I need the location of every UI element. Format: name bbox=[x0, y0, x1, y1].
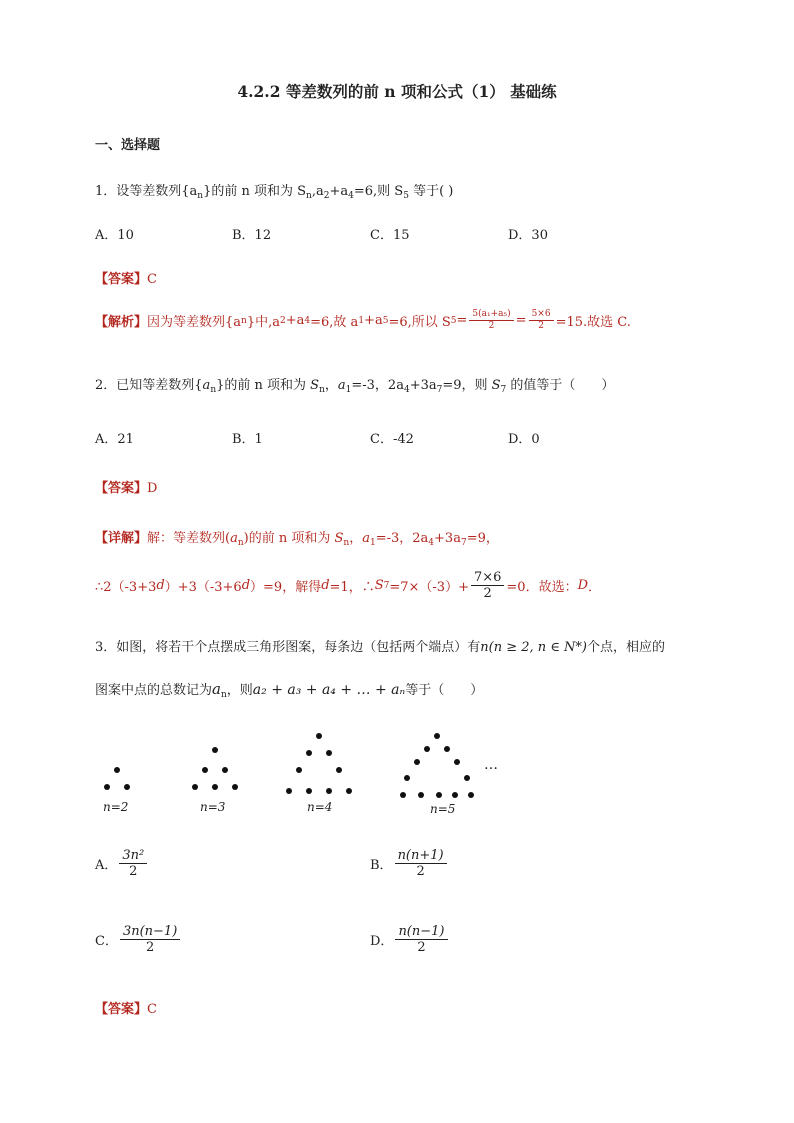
dot bbox=[444, 746, 450, 752]
dot bbox=[468, 792, 474, 798]
fraction: $\frac{\text{5(a₁+a₅)}}{2}$ bbox=[469, 309, 513, 332]
dot bbox=[316, 733, 322, 739]
q2-option-c: C．-42 bbox=[370, 432, 414, 447]
dot bbox=[306, 788, 312, 794]
dot bbox=[222, 767, 228, 773]
dot bbox=[326, 750, 332, 756]
q2-option-b: B．1 bbox=[232, 432, 263, 447]
dot bbox=[232, 784, 238, 790]
q1-option-d: D．30 bbox=[508, 228, 548, 243]
fraction: $\frac{7\times 6}{2}$ bbox=[471, 570, 504, 601]
fraction: $\frac{5\times 6}{2}$ bbox=[529, 309, 554, 332]
dot bbox=[436, 792, 442, 798]
dot bbox=[346, 788, 352, 794]
q3-option-c: C． $\frac{3n(n-1)}{2}$ bbox=[95, 924, 182, 955]
dot bbox=[202, 767, 208, 773]
dot bbox=[434, 733, 440, 739]
question-1-stem: 1．设等差数列$\{a_n\}$的前 n 项和为 $S_n,a_2+a_4=6$,则 $S_5$ 等于( ) bbox=[95, 184, 454, 201]
page-title: 4.2.2 等差数列的前 n 项和公式（1） 基础练 bbox=[237, 82, 557, 101]
dot bbox=[296, 767, 302, 773]
q1-option-a: A．10 bbox=[95, 228, 134, 243]
q1-option-c: C．15 bbox=[370, 228, 410, 243]
question-2-stem: 2．已知等差数列$\{a_n\}$的前 n 项和为 $S_n$，$a_1=-3$，$2a_4+3a_7=9$，则 $S_7$ 的值等于（ ） bbox=[95, 378, 615, 395]
q3-option-d: D． $\frac{n(n-1)}{2}$ bbox=[370, 924, 450, 955]
q2-detail-line-2: ∴2（-3+3 d ）+3（-3+6 d ）=9，解得 d =1，∴ S 7 =7×（-3）+ $\frac{7\times 6}{2}$ =0．故选： D ． bbox=[95, 570, 602, 601]
dot bbox=[400, 792, 406, 798]
ellipsis: … bbox=[484, 757, 498, 773]
dot bbox=[124, 784, 130, 790]
dot bbox=[212, 784, 218, 790]
dot bbox=[114, 767, 120, 773]
q3-option-a: A． $\frac{\text{3n²}}{2}$ bbox=[95, 848, 149, 879]
dot bbox=[286, 788, 292, 794]
dot bbox=[454, 759, 460, 765]
q1-answer: 【答案】C bbox=[95, 272, 157, 287]
q1-option-b: B．12 bbox=[232, 228, 272, 243]
dot bbox=[424, 746, 430, 752]
dot bbox=[192, 784, 198, 790]
dot bbox=[336, 767, 342, 773]
dot bbox=[326, 788, 332, 794]
dot bbox=[452, 792, 458, 798]
q2-option-d: D．0 bbox=[508, 432, 540, 447]
figure-label-n3: n=3 bbox=[200, 800, 226, 814]
q3-option-b: B． $\frac{n(n+1)}{2}$ bbox=[370, 848, 449, 879]
q2-detail-line-1: 【详解】解：等差数列$(a_n)$的前 n 项和为 $S_n$，$a_1=-3$，$2a_4+3a_7=9$， bbox=[95, 531, 499, 548]
dot bbox=[306, 750, 312, 756]
q1-analysis: 【解析】 因为等差数列{a n }中,a 2 +a 4 =6,故 a 1 +a 5 =6,所以 S 5 = $\frac{\text{5(a₁+a₅)}}{2}$ = $\frac{5\times 6}{2}$ =15.故选 C. bbox=[95, 309, 631, 331]
figure-label-n2: n=2 bbox=[103, 800, 129, 814]
dot bbox=[464, 775, 470, 781]
q2-option-a: A．21 bbox=[95, 432, 134, 447]
figure-label-n5: n=5 bbox=[430, 802, 456, 816]
section-heading: 一、选择题 bbox=[95, 138, 161, 153]
q2-answer: 【答案】D bbox=[95, 481, 158, 496]
dot bbox=[212, 747, 218, 753]
question-3-stem-line-2: 图案中点的总数记为$a_n$，则a₂ + a₃ + a₄ + … + aₙ等于（ ） bbox=[95, 680, 484, 700]
dot bbox=[104, 784, 110, 790]
dot bbox=[404, 775, 410, 781]
question-3-stem-line-1: 3．如图，将若干个点摆成三角形图案，每条边（包括两个端点）有n(n ≥ 2, n ∈ N*)个点，相应的 bbox=[95, 640, 666, 655]
q3-answer: 【答案】C bbox=[95, 1002, 157, 1017]
dot bbox=[418, 792, 424, 798]
figure-label-n4: n=4 bbox=[307, 800, 333, 814]
dot bbox=[414, 759, 420, 765]
